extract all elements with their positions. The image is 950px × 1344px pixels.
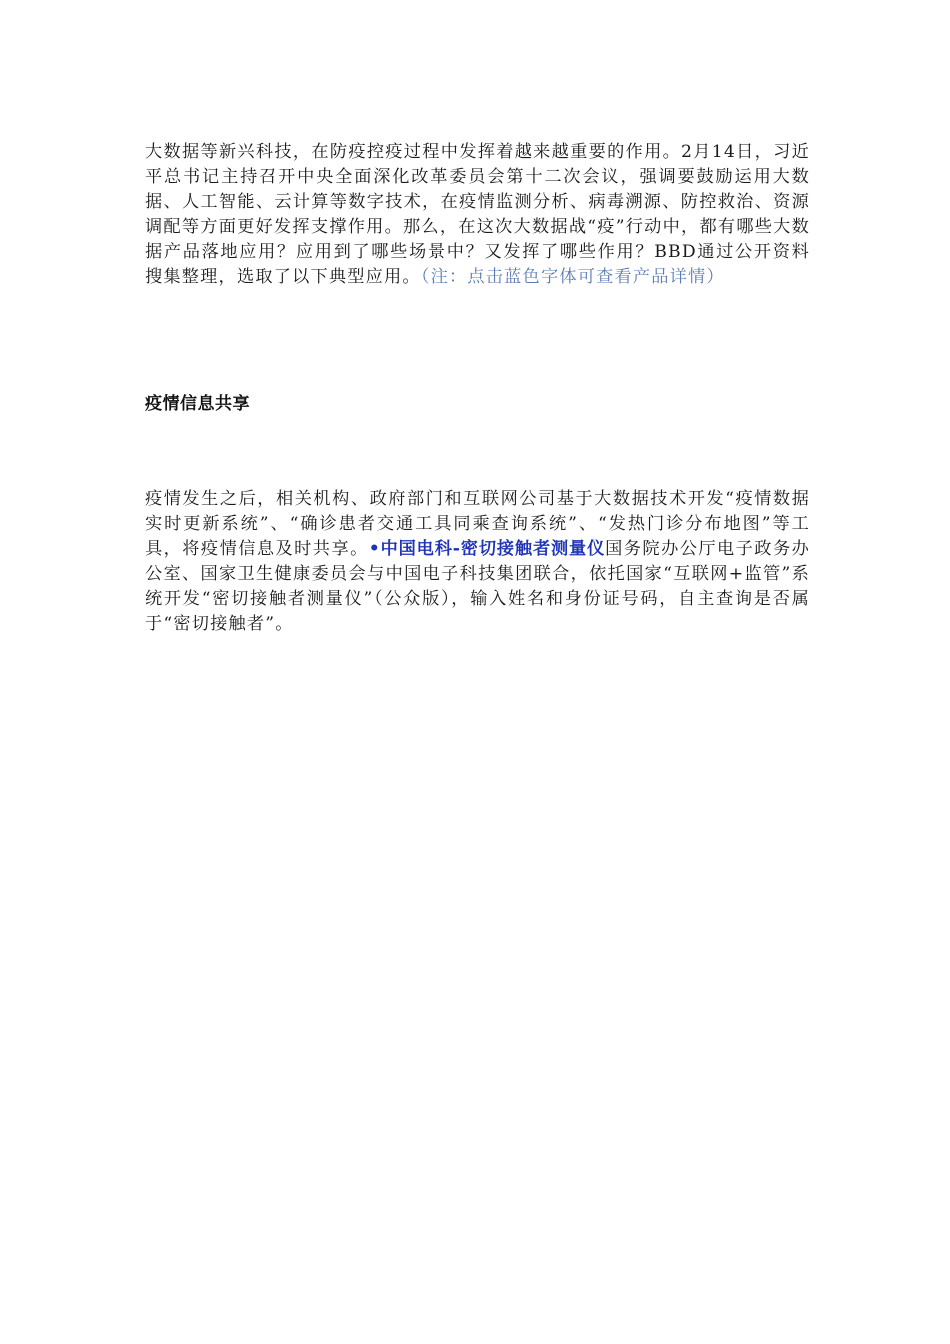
intro-note: （注：点击蓝色字体可查看产品详情） bbox=[420, 267, 725, 287]
section-paragraph bbox=[145, 487, 810, 637]
intro-text: 大数据等新兴科技，在防疫控疫过程中发挥着越来越重要的作用。2月14日，习近平总书记主持召开中央全面深化改革委员会第十二次会议，强调要鼓励运用大数据、人工智能、云计算等数字技术，在疫情监测分析、病毒溯源、防控救治、资源调配等方面更好发挥支撑作用。那么，在这次大数据战“疫”行动中，都有哪些大数据产品落地应用？应用到了哪些场景中？又发挥了哪些作用？BBD通过公开资料搜集整理，选取了以下典型应用。 bbox=[145, 142, 810, 287]
intro-paragraph bbox=[145, 140, 810, 290]
section-heading: 疫情信息共享 bbox=[145, 394, 250, 414]
section-text-after: 国务院办公厅电子政务办公室、国家卫生健康委员会与中国电子科技集团联合，依托国家“互联网+监管”系统开发“密切接触者测量仪”（公众版），输入姓名和身份证号码，自主查询是否属于“密切接触者”。 bbox=[145, 539, 810, 634]
product-link-cetc-contact-detector[interactable]: •中国电科-密切接触者测量仪 bbox=[368, 539, 606, 559]
section-text-before: 疫情发生之后，相关机构、政府部门和互联网公司基于大数据技术开发“疫情数据实时更新系统”、“确诊患者交通工具同乘查询系统”、“发热门诊分布地图”等工具，将疫情信息及时共享。 bbox=[145, 489, 810, 559]
